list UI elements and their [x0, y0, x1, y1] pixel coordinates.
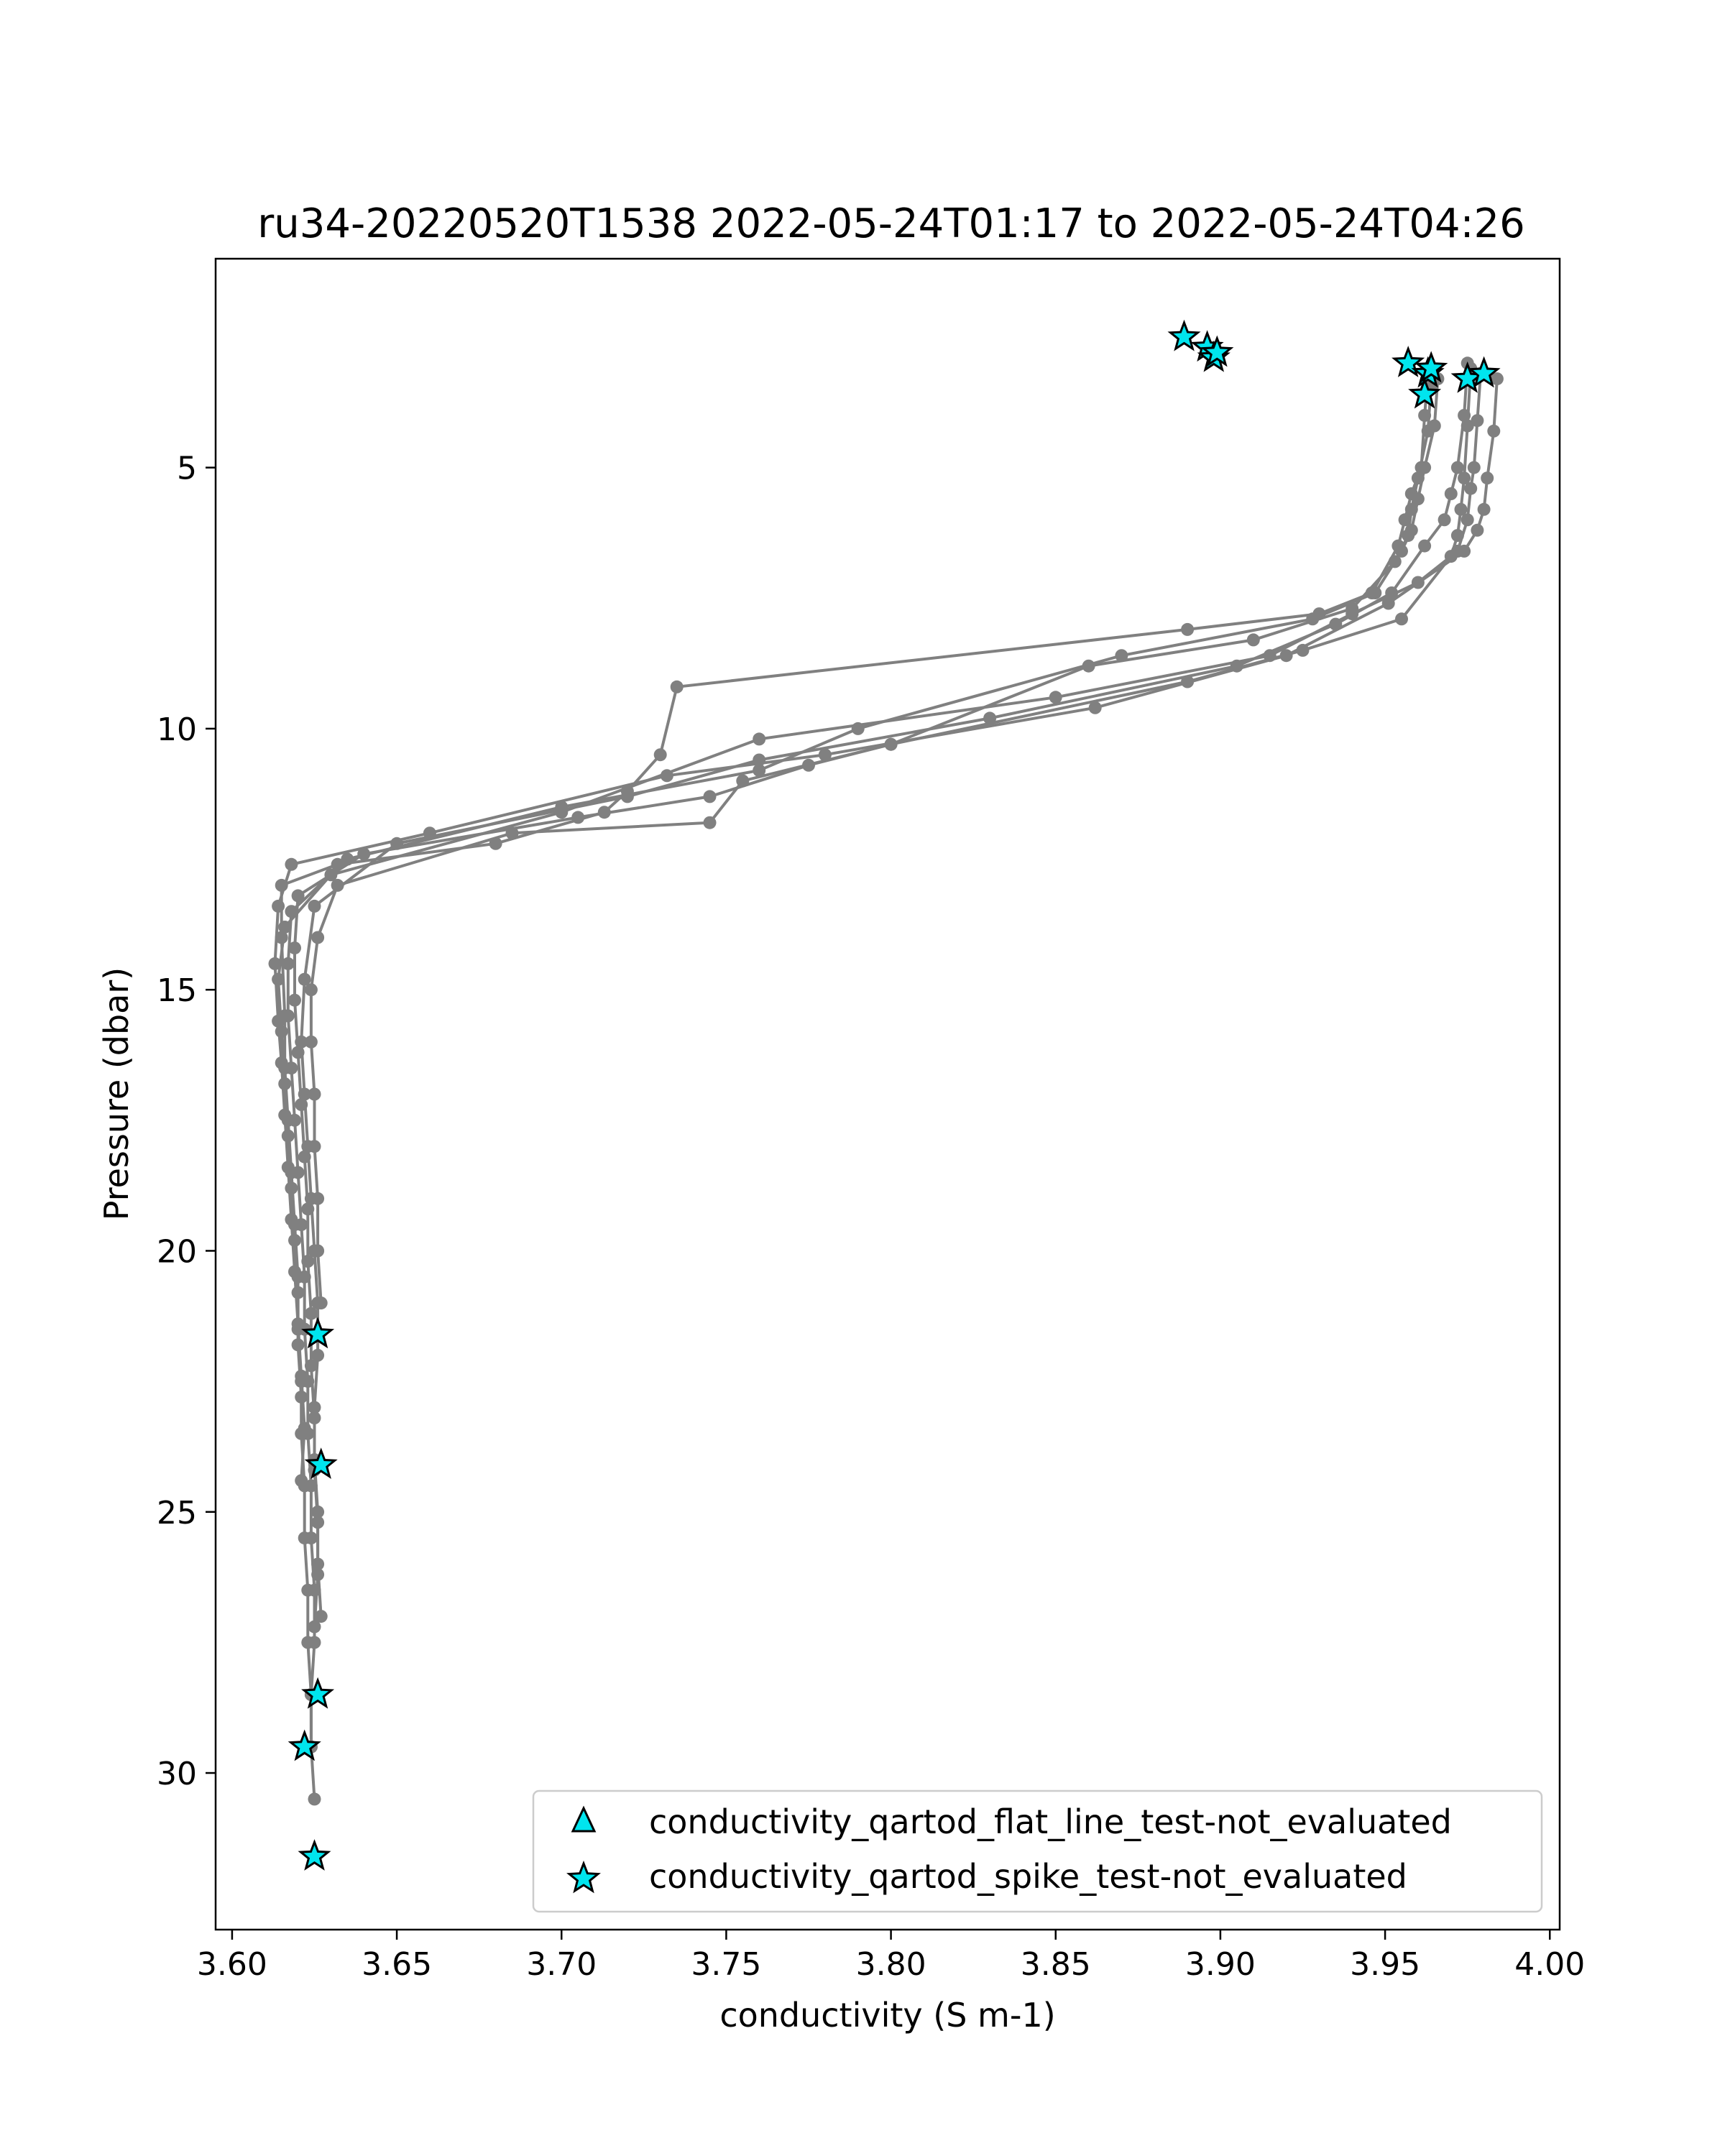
y-tick-label: 20 — [157, 1233, 197, 1271]
profile-point — [305, 1531, 318, 1544]
profile-point — [1412, 471, 1425, 484]
profile-point — [1049, 691, 1062, 704]
y-axis-label: Pressure (dbar) — [97, 967, 136, 1221]
profile-point — [285, 1181, 298, 1194]
profile-point — [308, 1140, 321, 1153]
profile-point — [1464, 482, 1477, 495]
profile-point — [308, 900, 321, 913]
profile-point — [292, 889, 305, 902]
profile-point — [704, 790, 717, 803]
profile-point — [671, 681, 684, 694]
profile-point — [311, 1506, 324, 1519]
chart-title: ru34-20220520T1538 2022-05-24T01:17 to 2022-05-24T04:26 — [257, 201, 1525, 247]
profile-point — [311, 1349, 324, 1362]
x-tick-label: 3.60 — [196, 1946, 267, 1983]
profile-point — [278, 921, 291, 934]
profile-point — [1461, 513, 1474, 526]
profile-point — [819, 748, 832, 761]
profile-point — [1422, 425, 1435, 438]
profile-point — [1082, 660, 1095, 673]
profile-point — [308, 1792, 321, 1805]
x-tick-label: 3.75 — [691, 1946, 762, 1983]
x-tick-label: 4.00 — [1514, 1946, 1586, 1983]
profile-point — [305, 983, 318, 996]
legend-label-spike: conductivity_qartod_spike_test-not_evaluated — [649, 1857, 1407, 1896]
profile-point — [1471, 414, 1484, 427]
profile-point — [555, 806, 568, 819]
y-tick-label: 15 — [157, 972, 197, 1010]
profile-point — [275, 1056, 288, 1069]
profile-point — [278, 1109, 291, 1122]
profile-point — [1402, 529, 1414, 542]
y-tick-label: 25 — [157, 1494, 197, 1531]
y-tick-label: 30 — [157, 1756, 197, 1793]
profile-point — [1181, 623, 1194, 636]
profile-point — [324, 868, 337, 881]
profile-point — [288, 994, 301, 1007]
profile-point — [282, 1130, 295, 1143]
profile-point — [288, 1234, 301, 1247]
profile-point — [311, 1192, 324, 1205]
y-tick-label: 10 — [157, 711, 197, 748]
profile-point — [285, 1213, 298, 1226]
x-axis-label: conductivity (S m-1) — [719, 1996, 1056, 2035]
profile-point — [506, 826, 519, 839]
profile-point — [753, 732, 765, 745]
profile-point — [423, 826, 436, 839]
x-tick-label: 3.65 — [362, 1946, 433, 1983]
profile-point — [704, 816, 717, 829]
profile-point — [571, 811, 584, 824]
profile-point — [1478, 503, 1491, 516]
profile-point — [295, 1474, 308, 1487]
profile-point — [1264, 649, 1276, 662]
x-tick-label: 3.80 — [855, 1946, 926, 1983]
profile-point — [1418, 540, 1431, 553]
profile-point — [1405, 503, 1418, 516]
profile-point — [1089, 701, 1102, 714]
profile-point — [311, 1557, 324, 1570]
profile-point — [285, 858, 298, 871]
y-tick-label: 5 — [177, 450, 197, 487]
profile-point — [1247, 633, 1260, 646]
profile-point — [311, 931, 324, 944]
profile-point — [275, 1025, 288, 1038]
profile-point — [654, 748, 667, 761]
profile-point — [1468, 461, 1481, 474]
profile-point — [292, 1286, 305, 1299]
profile-point — [1471, 524, 1484, 537]
profile-point — [1346, 607, 1358, 620]
profile-point — [295, 1391, 308, 1404]
profile-point — [315, 1296, 328, 1309]
x-tick-label: 3.90 — [1184, 1946, 1256, 1983]
profile-point — [1481, 471, 1494, 484]
profile-point — [308, 1088, 321, 1101]
profile-point — [272, 900, 285, 913]
profile-point — [1445, 487, 1458, 500]
x-tick-label: 3.85 — [1020, 1946, 1091, 1983]
x-tick-label: 3.95 — [1350, 1946, 1421, 1983]
profile-point — [1487, 425, 1500, 438]
profile-point — [315, 1610, 328, 1623]
profile-point — [308, 1636, 321, 1649]
profile-point — [298, 1422, 311, 1435]
profile-point — [282, 957, 295, 970]
legend — [533, 1791, 1542, 1912]
profile-point — [288, 941, 301, 954]
x-tick-label: 3.70 — [526, 1946, 597, 1983]
profile-point — [1412, 576, 1425, 589]
profile-point — [305, 1036, 318, 1049]
profile-point — [1438, 513, 1451, 526]
profile-point — [308, 1401, 321, 1414]
profile-point — [311, 1245, 324, 1258]
profile-point — [288, 1266, 301, 1279]
profile-point — [1451, 545, 1464, 558]
profile-point — [282, 1161, 295, 1174]
profile-point — [1389, 555, 1402, 568]
profile-point — [621, 790, 634, 803]
profile-point — [1395, 612, 1408, 625]
profile-point — [272, 973, 285, 986]
profile-point — [736, 775, 749, 788]
legend-label-flat-line: conductivity_qartod_flat_line_test-not_evaluated — [649, 1802, 1452, 1841]
profile-point — [278, 1077, 291, 1090]
profile-point — [292, 1338, 305, 1351]
